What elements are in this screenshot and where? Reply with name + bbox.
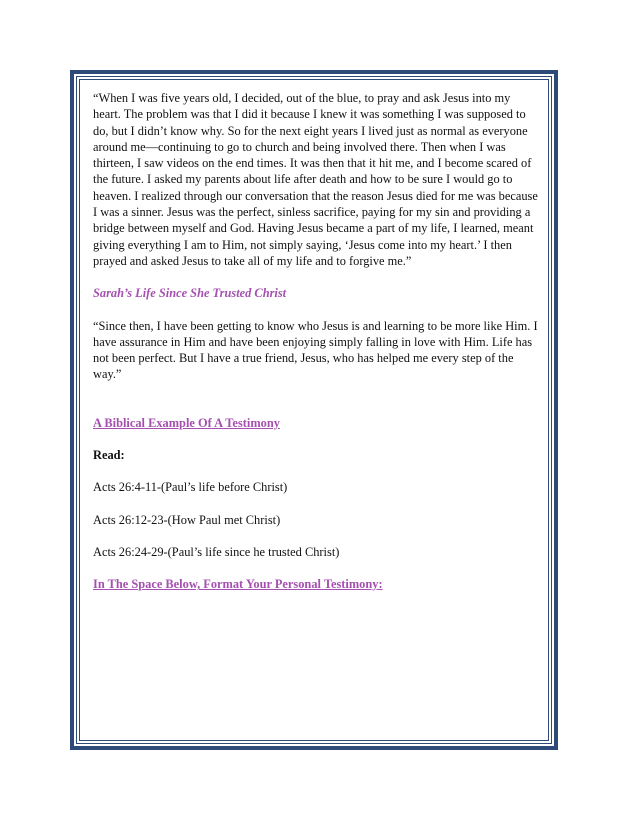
read-label: Read: <box>93 448 125 463</box>
document-body <box>93 90 541 609</box>
life-since-heading: Sarah’s Life Since She Trusted Christ <box>93 286 287 301</box>
scripture-reference-1: Acts 26:4-11-(Paul’s life before Christ) <box>93 480 288 495</box>
format-testimony-heading: In The Space Below, Format Your Personal Testimony: <box>93 577 383 592</box>
spacer <box>93 399 541 415</box>
scripture-reference-2: Acts 26:12-23-(How Paul met Christ) <box>93 512 281 527</box>
scripture-reference-3: Acts 26:24-29-(Paul’s life since he trusted Christ) <box>93 544 340 559</box>
testimony-quote: “When I was five years old, I decided, out of the blue, to pray and ask Jesus into my heart. The problem was that I did it because I knew it was something I was supposed to do, but I didn’t know why. So for the next eight years I lived just as normal as everyone around me—continuing to go to church and being involved there. Then when I was thirteen, I saw videos on the end times. It was then that it hit me, and I become scared of the future. I asked my parents about life after death and how to be sure I would go to heaven. I realized through our conversation that the reason Jesus died for me was because I was a sinner. Jesus was the perfect, sinless sacrifice, paying for my sin and providing a bridge between myself and God. Having Jesus became a part of my life, I learned, meant giving everything I am to Him, not simply saying, ‘Jesus come into my heart.’ I then prayed and asked Jesus to take all of my life and to forgive me.” <box>93 91 538 268</box>
life-since-body: “Since then, I have been getting to know who Jesus is and learning to be more like Him. I have assurance in Him and have been enjoying simply falling in love with Him. Life has not been perfect. But I have a true friend, Jesus, who has helped me every step of the way.” <box>93 318 538 382</box>
biblical-example-heading: A Biblical Example Of A Testimony <box>93 415 280 430</box>
